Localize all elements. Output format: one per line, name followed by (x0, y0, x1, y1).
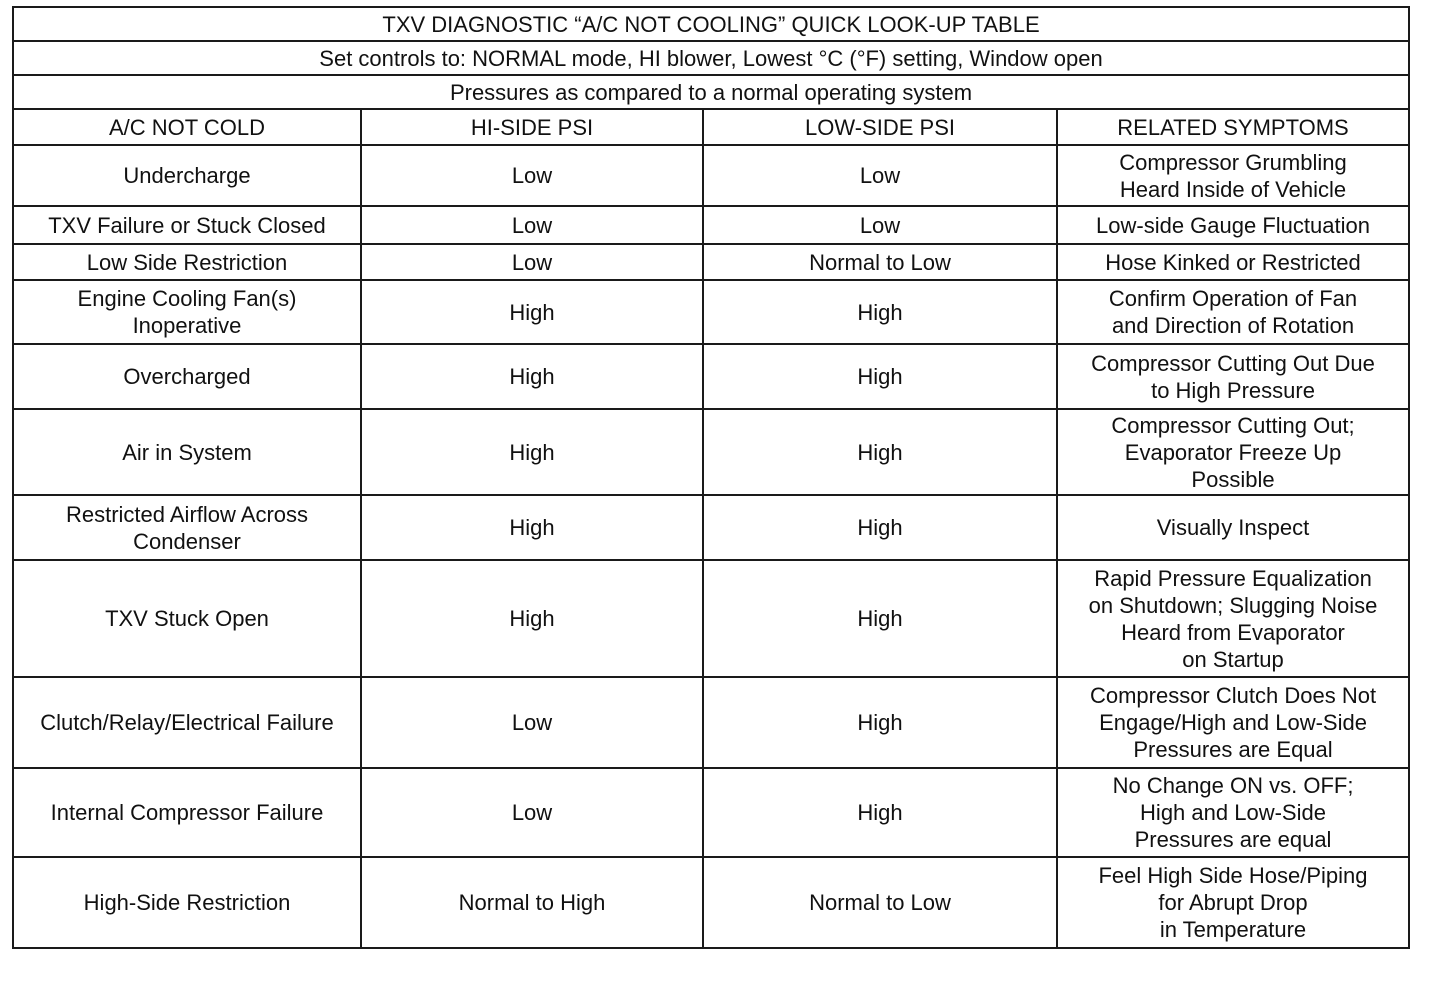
hi-side-cell (361, 857, 703, 948)
table-row (13, 677, 1409, 768)
condition-cell (13, 206, 361, 244)
symptoms-cell (1057, 244, 1409, 280)
hi-side-cell-text: Low (511, 710, 553, 735)
symptoms-cell-text: Compressor Clutch Does Not Engage/High and Low-Side Pressures are Equal (1089, 683, 1377, 762)
condition-cell (13, 344, 361, 409)
controls-instruction: Set controls to: NORMAL mode, HI blower, Lowest °C (°F) setting, Window open (13, 41, 1409, 75)
hi-side-cell (361, 409, 703, 495)
condition-cell-text: TXV Failure or Stuck Closed (48, 212, 326, 238)
table-row (13, 280, 1409, 344)
controls-row (13, 41, 1409, 75)
condition-cell-text: Engine Cooling Fan(s) Inoperative (77, 286, 297, 338)
low-side-cell-text: High (857, 606, 903, 631)
table-title: TXV DIAGNOSTIC “A/C NOT COOLING” QUICK LOOK-UP TABLE (13, 7, 1409, 41)
hi-side-cell-text: Low (511, 163, 553, 188)
low-side-cell (703, 409, 1057, 495)
hi-side-cell (361, 560, 703, 677)
comparison-row (13, 75, 1409, 109)
hi-side-cell-text: High (509, 439, 555, 465)
low-side-cell-text: Normal to Low (809, 890, 951, 915)
hi-side-cell (361, 495, 703, 560)
hi-side-cell-text: Normal to High (458, 890, 606, 915)
symptoms-cell-text: Visually Inspect (1156, 515, 1310, 540)
symptoms-cell-text: Feel High Side Hose/Piping for Abrupt Drop in Temperature (1098, 863, 1368, 942)
symptoms-cell (1057, 280, 1409, 344)
low-side-cell-text: High (857, 439, 903, 465)
symptoms-cell-text: Rapid Pressure Equalization on Shutdown; Slugging Noise Heard from Evaporator on Startup (1088, 565, 1378, 672)
low-side-cell (703, 280, 1057, 344)
hi-side-cell (361, 677, 703, 768)
condition-cell (13, 677, 361, 768)
condition-cell-text: Clutch/Relay/Electrical Failure (40, 710, 334, 735)
header-low-side-psi: LOW-SIDE PSI (703, 109, 1057, 145)
low-side-cell-text: Low (859, 163, 901, 188)
hi-side-cell-text: High (509, 515, 555, 540)
symptoms-cell (1057, 206, 1409, 244)
hi-side-cell-text: Low (511, 249, 553, 275)
symptoms-cell-text: Confirm Operation of Fan and Direction of Rotation (1108, 286, 1358, 338)
symptoms-cell-text: Compressor Cutting Out; Evaporator Freeze Up Possible (1111, 412, 1355, 492)
comparison-note: Pressures as compared to a normal operating system (13, 75, 1409, 109)
table-row (13, 560, 1409, 677)
condition-cell (13, 244, 361, 280)
low-side-cell-text: High (857, 800, 903, 825)
symptoms-cell (1057, 344, 1409, 409)
symptoms-cell-text: Hose Kinked or Restricted (1105, 249, 1361, 275)
low-side-cell (703, 677, 1057, 768)
column-header-row (13, 109, 1409, 145)
diagnostic-lookup-table (12, 6, 1410, 949)
condition-cell (13, 409, 361, 495)
symptoms-cell (1057, 768, 1409, 857)
header-ac-not-cold: A/C NOT COLD (13, 109, 361, 145)
low-side-cell (703, 560, 1057, 677)
table-row (13, 409, 1409, 495)
table-row (13, 206, 1409, 244)
hi-side-cell (361, 206, 703, 244)
condition-cell-text: Restricted Airflow Across Condenser (65, 501, 309, 554)
header-related-symptoms: RELATED SYMPTOMS (1057, 109, 1409, 145)
table-row (13, 768, 1409, 857)
low-side-cell (703, 206, 1057, 244)
table-row (13, 145, 1409, 206)
condition-cell-text: Low Side Restriction (86, 249, 288, 275)
lookup-table-sheet (12, 6, 1408, 949)
low-side-cell-text: High (857, 299, 903, 325)
low-side-cell (703, 344, 1057, 409)
low-side-cell-text: Low (859, 212, 901, 238)
low-side-cell (703, 145, 1057, 206)
hi-side-cell (361, 145, 703, 206)
low-side-cell-text: Normal to Low (809, 249, 951, 275)
table-row (13, 244, 1409, 280)
low-side-cell (703, 244, 1057, 280)
condition-cell (13, 768, 361, 857)
condition-cell (13, 495, 361, 560)
symptoms-cell (1057, 409, 1409, 495)
condition-cell-text: TXV Stuck Open (105, 606, 269, 631)
symptoms-cell-text: Low-side Gauge Fluctuation (1096, 212, 1370, 238)
condition-cell-text: Undercharge (123, 163, 251, 188)
symptoms-cell (1057, 677, 1409, 768)
condition-cell (13, 145, 361, 206)
symptoms-cell (1057, 857, 1409, 948)
hi-side-cell (361, 280, 703, 344)
table-row (13, 495, 1409, 560)
hi-side-cell (361, 244, 703, 280)
low-side-cell (703, 768, 1057, 857)
hi-side-cell (361, 768, 703, 857)
hi-side-cell-text: High (509, 364, 555, 389)
table-row (13, 344, 1409, 409)
low-side-cell (703, 495, 1057, 560)
condition-cell-text: Overcharged (123, 364, 251, 389)
table-row (13, 857, 1409, 948)
condition-cell-text: High-Side Restriction (83, 890, 291, 915)
low-side-cell-text: High (857, 710, 903, 735)
symptoms-cell (1057, 560, 1409, 677)
low-side-cell (703, 857, 1057, 948)
condition-cell (13, 560, 361, 677)
condition-cell (13, 280, 361, 344)
condition-cell (13, 857, 361, 948)
symptoms-cell-text: Compressor Grumbling Heard Inside of Vehicle (1119, 149, 1347, 202)
symptoms-cell-text: Compressor Cutting Out Due to High Pressure (1091, 350, 1375, 403)
symptoms-cell (1057, 145, 1409, 206)
low-side-cell-text: High (857, 515, 903, 540)
symptoms-cell (1057, 495, 1409, 560)
hi-side-cell-text: Low (511, 800, 553, 825)
hi-side-cell (361, 344, 703, 409)
hi-side-cell-text: Low (511, 212, 553, 238)
table-body (13, 145, 1409, 948)
symptoms-cell-text: No Change ON vs. OFF; High and Low-Side Pressures are equal (1112, 773, 1354, 852)
header-hi-side-psi: HI-SIDE PSI (361, 109, 703, 145)
table-title-row (13, 7, 1409, 41)
condition-cell-text: Air in System (122, 439, 252, 465)
low-side-cell-text: High (857, 364, 903, 389)
condition-cell-text: Internal Compressor Failure (50, 800, 324, 825)
hi-side-cell-text: High (509, 606, 555, 631)
hi-side-cell-text: High (509, 299, 555, 325)
